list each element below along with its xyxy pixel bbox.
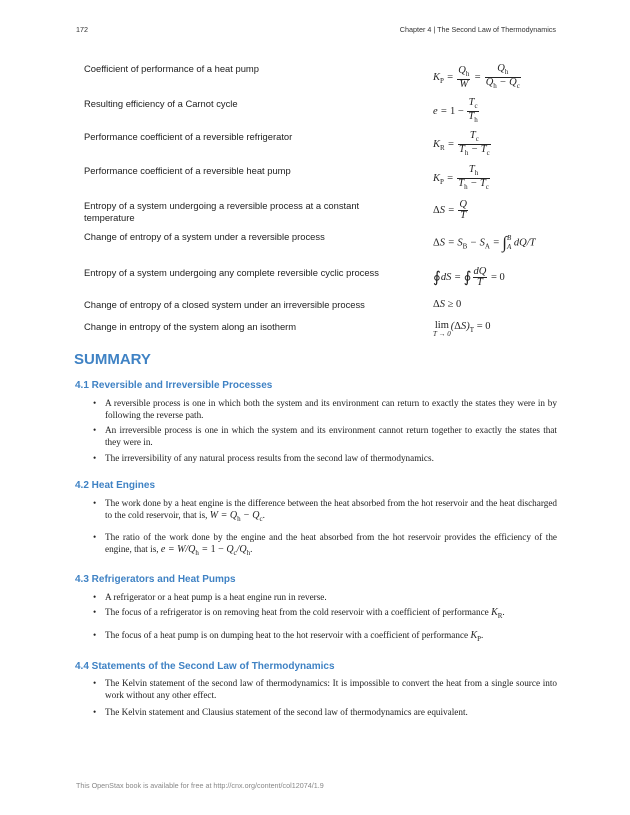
equation-formula: lim T → 0 $(\Delta S)_T = 0$ [433,320,491,338]
page-number: 172 [76,25,88,34]
bullet-marker: • [93,453,97,463]
equation-formula: $K_R$ = $\frac{T_c}{T_h - T_c}$ [433,130,490,158]
equation-label: Change in entropy of the system along an isotherm [84,321,297,332]
page-footer: This OpenStax book is available for free at http://cnx.org/content/col12074/1.9 [76,781,324,790]
section-heading: 4.3 Refrigerators and Heat Pumps [75,574,236,585]
bullet-marker: • [93,592,97,602]
section-heading: 4.4 Statements of the Second Law of Thermodynamics [75,661,335,672]
bullet-marker: • [93,678,97,688]
equation-label: Performance coefficient of a reversible refrigerator [84,131,293,142]
equation-label: Performance coefficient of a reversible heat pump [84,165,291,176]
bullet-marker: • [93,398,97,408]
bullet-marker: • [93,532,97,542]
equation-formula: ∮dS = ∮ $\frac{dQ}{T}$ = 0 [433,266,505,288]
equation-formula: ΔS ≥ 0 [433,299,462,310]
equation-formula: $K_P$ = $\frac{T_h}{T_h - T_c}$ [433,164,489,192]
bullet-marker: • [93,607,97,617]
chapter-title: Chapter 4 | The Second Law of Thermodynamics [399,25,556,34]
bullet-marker: • [93,425,97,435]
equation-formula: e = 1 − $\frac{T_c}{T_h}$ [433,97,478,125]
equation-label: Coefficient of performance of a heat pump [84,63,259,74]
equation-label: Resulting efficiency of a Carnot cycle [84,98,238,109]
equation-formula: $\Delta S = S_B - S_A$ = ∫ B A dQ/T [433,233,536,252]
equation-formula: $K_P$ = $\frac{Q_h}{W}$ = $\frac{Q_h}{Q_h - Q_c}$ [433,63,520,91]
summary-heading: SUMMARY [74,351,151,368]
equation-label: Entropy of a system undergoing any complete reversible cyclic process [84,267,379,278]
bullet-marker: • [93,630,97,640]
equation-label: Change of entropy of a system under a reversible process [84,231,325,242]
section-heading: 4.1 Reversible and Irreversible Processes [75,380,273,391]
bullet-marker: • [93,707,97,717]
page-header [76,25,556,37]
equation-formula: ΔS = $\frac{Q}{T}$ [433,199,467,221]
section-heading: 4.2 Heat Engines [75,480,156,491]
bullet-marker: • [93,498,97,508]
equation-label: Change of entropy of a closed system under an irreversible process [84,299,365,310]
equation-label: Entropy of a system undergoing a reversible process at a constant temperature [84,200,360,223]
